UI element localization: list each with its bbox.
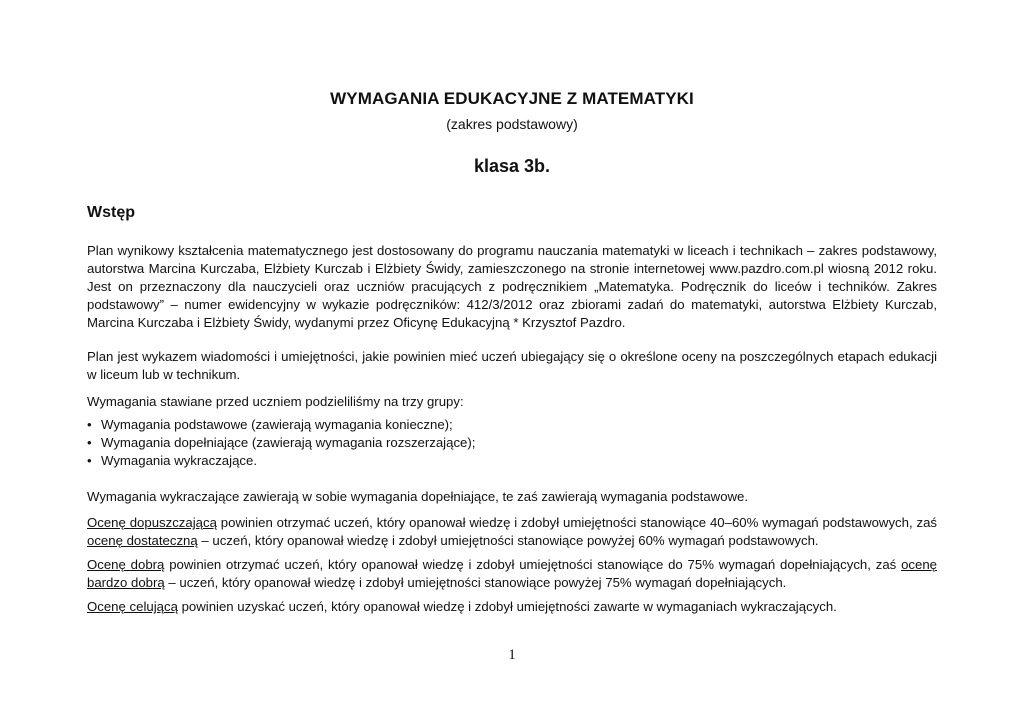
class-label: klasa 3b. <box>473 156 551 176</box>
grade-dobra-paragraph <box>87 556 937 592</box>
document-subtitle: (zakres podstawowy) <box>446 116 578 132</box>
requirements-groups-list <box>87 416 475 470</box>
list-item: • Wymagania dopełniające (zawierają wymagania rozszerzające); <box>87 434 475 452</box>
grade-description: powinien otrzymać uczeń, który opanował wiedzę i zdobył umiejętności stanowiące 40–60% wymagań podstawowych, zaś <box>216 515 937 530</box>
grade-dopuszczajaca-paragraph <box>87 514 937 550</box>
grade-description: – uczeń, który opanował wiedzę i zdobył umiejętności stanowiące powyżej 60% wymagań podstawowych. <box>197 533 819 548</box>
grade-term: Ocenę dobrą <box>87 557 165 572</box>
grade-description: powinien uzyskać uczeń, który opanował wiedzę i zdobył umiejętności zawarte w wymaganiach wykraczających. <box>177 599 837 614</box>
plan-paragraph: Plan jest wykazem wiadomości i umiejętności, jakie powinien mieć uczeń ubiegający się o określone oceny na poszczególnych etapach edukacji w liceum lub w technikum. <box>87 349 937 382</box>
list-item: • Wymagania wykraczające. <box>87 452 475 470</box>
wykraczajace-paragraph: Wymagania wykraczające zawierają w sobie wymagania dopełniające, te zaś zawierają wymagania podstawowe. <box>87 489 749 504</box>
list-item: • Wymagania podstawowe (zawierają wymagania konieczne); <box>87 416 475 434</box>
page-number: 1 <box>508 647 516 663</box>
grade-celujaca-paragraph <box>87 598 937 616</box>
groups-intro: Wymagania stawiane przed uczniem podzieliliśmy na trzy grupy: <box>87 394 464 409</box>
intro-paragraph: Plan wynikowy kształcenia matematycznego jest dostosowany do programu nauczania matematyki w liceach i technikach – zakres podstawowy, autorstwa Marcina Kurczaba, Elżbiety Kurczab i Elżbiety Świdy, zamieszczonego na stronie internetowej www.pazdro.com.pl wiosną 2012 roku. Jest on przeznaczony dla nauczycieli oraz uczniów pracujących z podręcznikiem „Matematyka. Podręcznik do liceów i techników. Zakres podstawowy” – numer ewidencyjny w wykazie podręczników: 412/3/2012 oraz zbiorami zadań do matematyki, autorstwa Elżbiety Kurczab, Marcina Kurczaba i Elżbiety Świdy, wydanymi przez Oficynę Edukacyjną * Krzysztof Pazdro. <box>87 243 937 330</box>
grade-term: ocenę bardzo dobrą <box>87 557 937 590</box>
grade-term: Ocenę celującą <box>87 599 178 614</box>
grade-description: powinien otrzymać uczeń, który opanował wiedzę i zdobył umiejętności stanowiące do 75% wymagań dopełniających, zaś <box>164 557 902 572</box>
section-heading: Wstęp <box>87 204 135 221</box>
grade-term: Ocenę dopuszczającą <box>87 515 217 530</box>
document-title: WYMAGANIA EDUKACYJNE Z MATEMATYKI <box>330 89 694 108</box>
grade-term: ocenę dostateczną <box>87 533 198 548</box>
grade-description: – uczeń, który opanował wiedzę i zdobył umiejętności stanowiące powyżej 75% wymagań dopełniających. <box>164 575 787 590</box>
